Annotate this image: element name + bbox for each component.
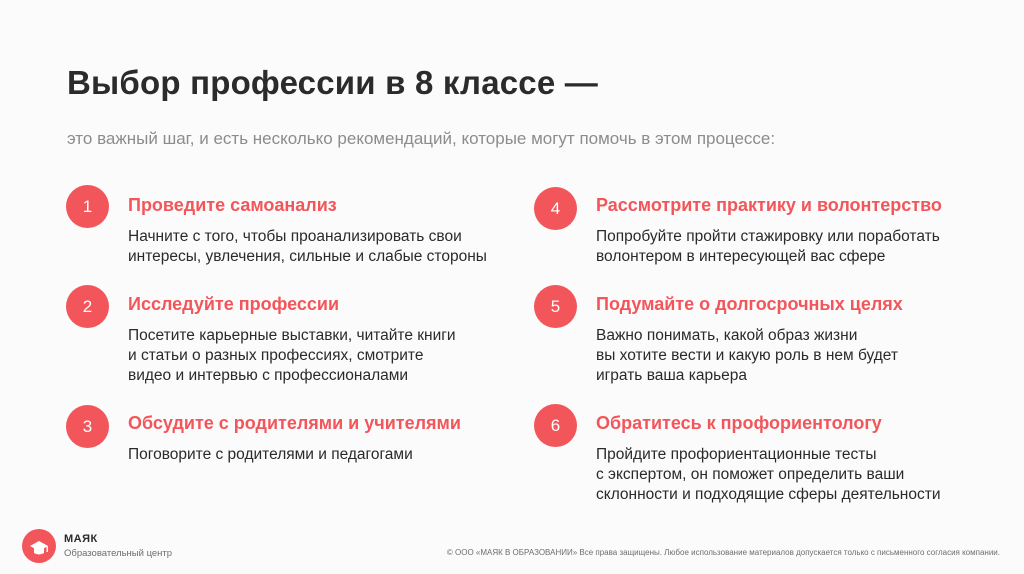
step-number-badge: 4: [534, 187, 577, 230]
step-number-badge: 3: [66, 405, 109, 448]
recommendation-text-line: волонтером в интересующей вас сфере: [596, 248, 886, 265]
recommendation-text: [596, 445, 996, 505]
recommendation-title: Исследуйте профессии: [128, 294, 340, 314]
step-number-badge: 1: [66, 185, 109, 228]
brand-name: МАЯК: [64, 533, 98, 545]
recommendation-text-line: Начните с того, чтобы проанализировать свои: [128, 228, 462, 245]
page-subtitle: это важный шаг, и есть несколько рекомендаций, которые могут помочь в этом процессе:: [67, 129, 776, 148]
recommendation-text-line: видео и интервью с профессионалами: [128, 367, 409, 384]
brand-subtitle: Образовательный центр: [64, 548, 173, 559]
recommendation-text-line: и статьи о разных профессиях, смотрите: [128, 347, 424, 364]
recommendation-text-line: Посетите карьерные выставки, читайте книги: [128, 327, 456, 344]
recommendation-text-line: Попробуйте пройти стажировку или поработать: [596, 228, 940, 245]
recommendation-title: Обратитесь к профориентологу: [596, 413, 882, 433]
recommendation-text: [596, 227, 996, 267]
recommendation-text-line: Поговорите с родителями и педагогами: [128, 446, 413, 463]
recommendation-text: [128, 227, 528, 267]
recommendation-text: [128, 445, 528, 465]
recommendation-title: Подумайте о долгосрочных целях: [596, 294, 903, 314]
copyright-notice: © ООО «МАЯК В ОБРАЗОВАНИИ» Все права защищены. Любое использование материалов допускается только с письменного согласия компании.: [446, 548, 1000, 557]
recommendation-text: [128, 326, 528, 386]
recommendation-text-line: Важно понимать, какой образ жизни: [596, 327, 858, 344]
recommendation-text-line: вы хотите вести и какую роль в нем будет: [596, 347, 899, 364]
recommendation-title: Проведите самоанализ: [128, 195, 337, 215]
page-title: Выбор профессии в 8 классе —: [67, 64, 598, 101]
recommendation-text-line: Пройдите профориентационные тесты: [596, 446, 877, 463]
step-number-badge: 6: [534, 404, 577, 447]
recommendation-title: Обсудите с родителями и учителями: [128, 413, 461, 433]
recommendation-text: [596, 326, 996, 386]
recommendation-text-line: с экспертом, он поможет определить ваши: [596, 466, 905, 483]
lighthouse-logo-icon: [22, 529, 56, 563]
step-number-badge: 5: [534, 285, 577, 328]
recommendation-text-line: играть ваша карьера: [596, 367, 748, 384]
recommendation-title: Рассмотрите практику и волонтерство: [596, 195, 942, 215]
step-number-badge: 2: [66, 285, 109, 328]
recommendation-text-line: склонности и подходящие сферы деятельности: [596, 486, 941, 503]
recommendation-text-line: интересы, увлечения, сильные и слабые стороны: [128, 248, 487, 265]
